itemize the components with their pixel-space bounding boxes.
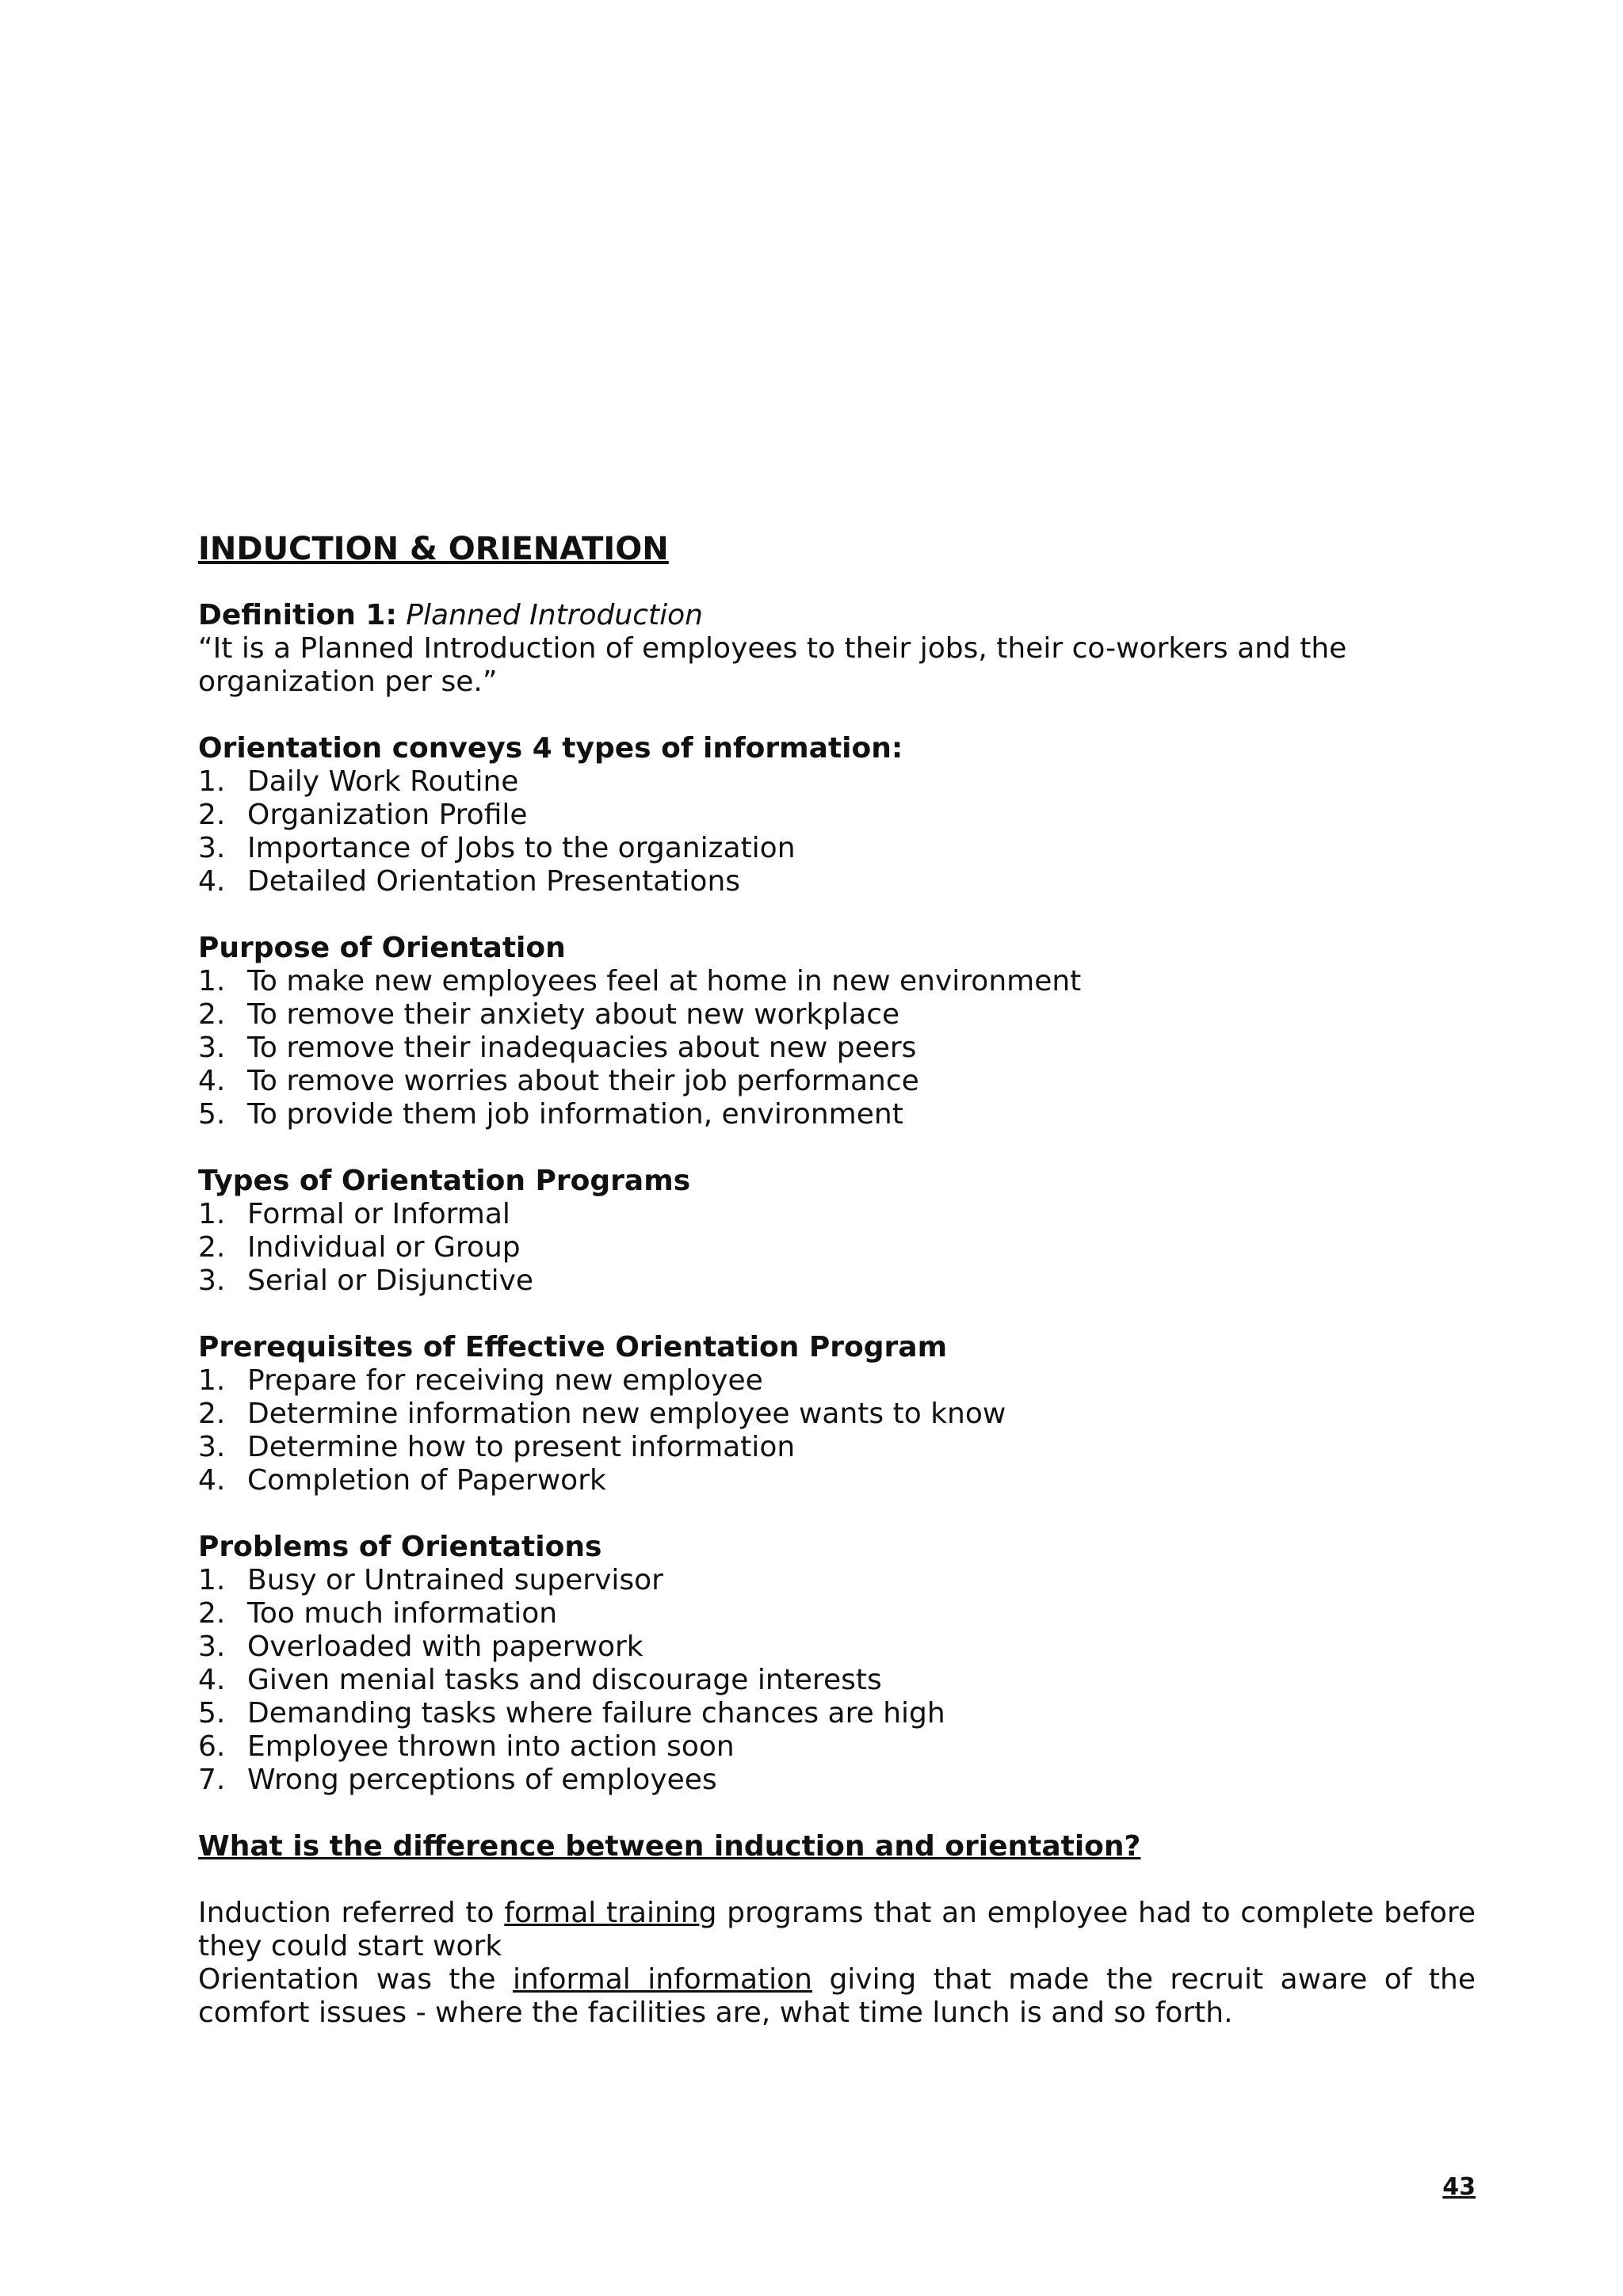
numbered-list	[198, 1364, 1476, 1497]
list-item-number: 4.	[198, 1664, 226, 1696]
list-item-text: Given menial tasks and discourage interests	[247, 1664, 882, 1696]
list-item	[198, 1231, 1476, 1264]
list-item-text: To remove their inadequacies about new peers	[247, 1032, 917, 1064]
list-item-number: 5.	[198, 1098, 226, 1131]
list-item-number: 1.	[198, 1198, 226, 1230]
section	[198, 932, 1476, 1131]
numbered-list	[198, 965, 1476, 1131]
list-item-number: 3.	[198, 832, 226, 864]
list-item-number: 2.	[198, 1398, 226, 1430]
sections-container	[198, 732, 1476, 1797]
section	[198, 732, 1476, 898]
section-heading: Problems of Orientations	[198, 1531, 602, 1563]
list-item-text: Formal or Informal	[247, 1198, 510, 1230]
section	[198, 1531, 1476, 1797]
list-item-text: Individual or Group	[247, 1231, 521, 1264]
list-item-number: 2.	[198, 1231, 226, 1264]
list-item-number: 6.	[198, 1730, 226, 1763]
list-item	[198, 865, 1476, 898]
list-item-text: To make new employees feel at home in new environment	[247, 965, 1082, 997]
orientation-text-after: giving that made the recruit aware of the comfort issues - where the facilities are, what time lunch is and so forth.	[198, 1963, 1476, 2029]
list-item-number: 2.	[198, 998, 226, 1031]
list-item-text: Daily Work Routine	[247, 765, 519, 798]
list-item	[198, 1597, 1476, 1630]
list-item-number: 7.	[198, 1764, 226, 1796]
list-item-text: Overloaded with paperwork	[247, 1630, 643, 1663]
list-item-number: 2.	[198, 799, 226, 831]
list-item	[198, 1664, 1476, 1697]
list-item	[198, 832, 1476, 865]
orientation-paragraph	[198, 1963, 1476, 2030]
list-item-text: Detailed Orientation Presentations	[247, 865, 741, 898]
list-item-text: Determine information new employee wants to know	[247, 1398, 1006, 1430]
list-item-text: Busy or Untrained supervisor	[247, 1564, 663, 1596]
list-item	[198, 1630, 1476, 1664]
list-item-number: 4.	[198, 1464, 226, 1497]
list-item-text: Serial or Disjunctive	[247, 1264, 534, 1297]
list-item-text: To provide them job information, environment	[247, 1098, 903, 1131]
list-item-text: Prepare for receiving new employee	[247, 1364, 763, 1397]
list-item-text: To remove worries about their job performance	[247, 1065, 919, 1097]
list-item-text: Employee thrown into action soon	[247, 1730, 735, 1763]
list-item	[198, 1198, 1476, 1231]
page-title: INDUCTION & ORIENATION	[198, 531, 669, 567]
section	[198, 1165, 1476, 1298]
list-item-number: 1.	[198, 1564, 226, 1596]
section	[198, 1331, 1476, 1497]
list-item	[198, 1764, 1476, 1797]
induction-text-before: Induction referred to	[198, 1897, 505, 1929]
list-item	[198, 998, 1476, 1032]
list-item	[198, 799, 1476, 832]
list-item	[198, 1564, 1476, 1597]
list-item-number: 4.	[198, 1065, 226, 1097]
list-item-text: Too much information	[247, 1597, 558, 1630]
list-item-text: Determine how to present information	[247, 1431, 796, 1463]
list-item-number: 3.	[198, 1630, 226, 1663]
list-item	[198, 1032, 1476, 1065]
induction-text-after: programs that an employee had to complete before they could start work	[198, 1897, 1476, 1962]
list-item	[198, 1364, 1476, 1398]
list-item-number: 5.	[198, 1697, 226, 1730]
list-item-number: 1.	[198, 765, 226, 798]
page-number: 43	[1442, 2173, 1476, 2201]
list-item	[198, 1065, 1476, 1098]
informal-information-term: informal information	[512, 1963, 812, 1996]
list-item-text: To remove their anxiety about new workplace	[247, 998, 900, 1031]
list-item-number: 1.	[198, 965, 226, 997]
definition-quote: “It is a Planned Introduction of employees to their jobs, their co-workers and the organization per se.”	[198, 632, 1347, 698]
definition-label: Definition 1:	[198, 599, 397, 631]
list-item	[198, 1697, 1476, 1730]
section-heading: Types of Orientation Programs	[198, 1165, 691, 1197]
list-item-text: Importance of Jobs to the organization	[247, 832, 796, 864]
list-item-text: Wrong perceptions of employees	[247, 1764, 717, 1796]
list-item-text: Completion of Paperwork	[247, 1464, 606, 1497]
definition-line	[198, 599, 1476, 632]
list-item	[198, 765, 1476, 799]
section-heading: Purpose of Orientation	[198, 932, 566, 964]
definition-term: Planned Introduction	[406, 599, 703, 631]
section-heading: Orientation conveys 4 types of information:	[198, 732, 903, 765]
list-item	[198, 1464, 1476, 1497]
list-item	[198, 1431, 1476, 1464]
list-item-number: 4.	[198, 865, 226, 898]
list-item	[198, 1730, 1476, 1764]
list-item-number: 3.	[198, 1431, 226, 1463]
document-page	[198, 531, 1476, 2030]
list-item	[198, 1264, 1476, 1298]
list-item-number: 2.	[198, 1597, 226, 1630]
numbered-list	[198, 765, 1476, 898]
section-heading: Prerequisites of Effective Orientation Program	[198, 1331, 948, 1363]
list-item-text: Organization Profile	[247, 799, 528, 831]
numbered-list	[198, 1198, 1476, 1298]
numbered-list	[198, 1564, 1476, 1797]
list-item	[198, 965, 1476, 998]
orientation-text-before: Orientation was the	[198, 1963, 513, 1996]
induction-paragraph	[198, 1897, 1476, 1963]
list-item-number: 3.	[198, 1264, 226, 1297]
list-item	[198, 1398, 1476, 1431]
list-item-number: 3.	[198, 1032, 226, 1064]
list-item-number: 1.	[198, 1364, 226, 1397]
formal-training-term: formal training	[504, 1897, 717, 1929]
list-item-text: Demanding tasks where failure chances are high	[247, 1697, 945, 1730]
question-heading: What is the difference between induction and orientation?	[198, 1830, 1141, 1863]
list-item	[198, 1098, 1476, 1131]
